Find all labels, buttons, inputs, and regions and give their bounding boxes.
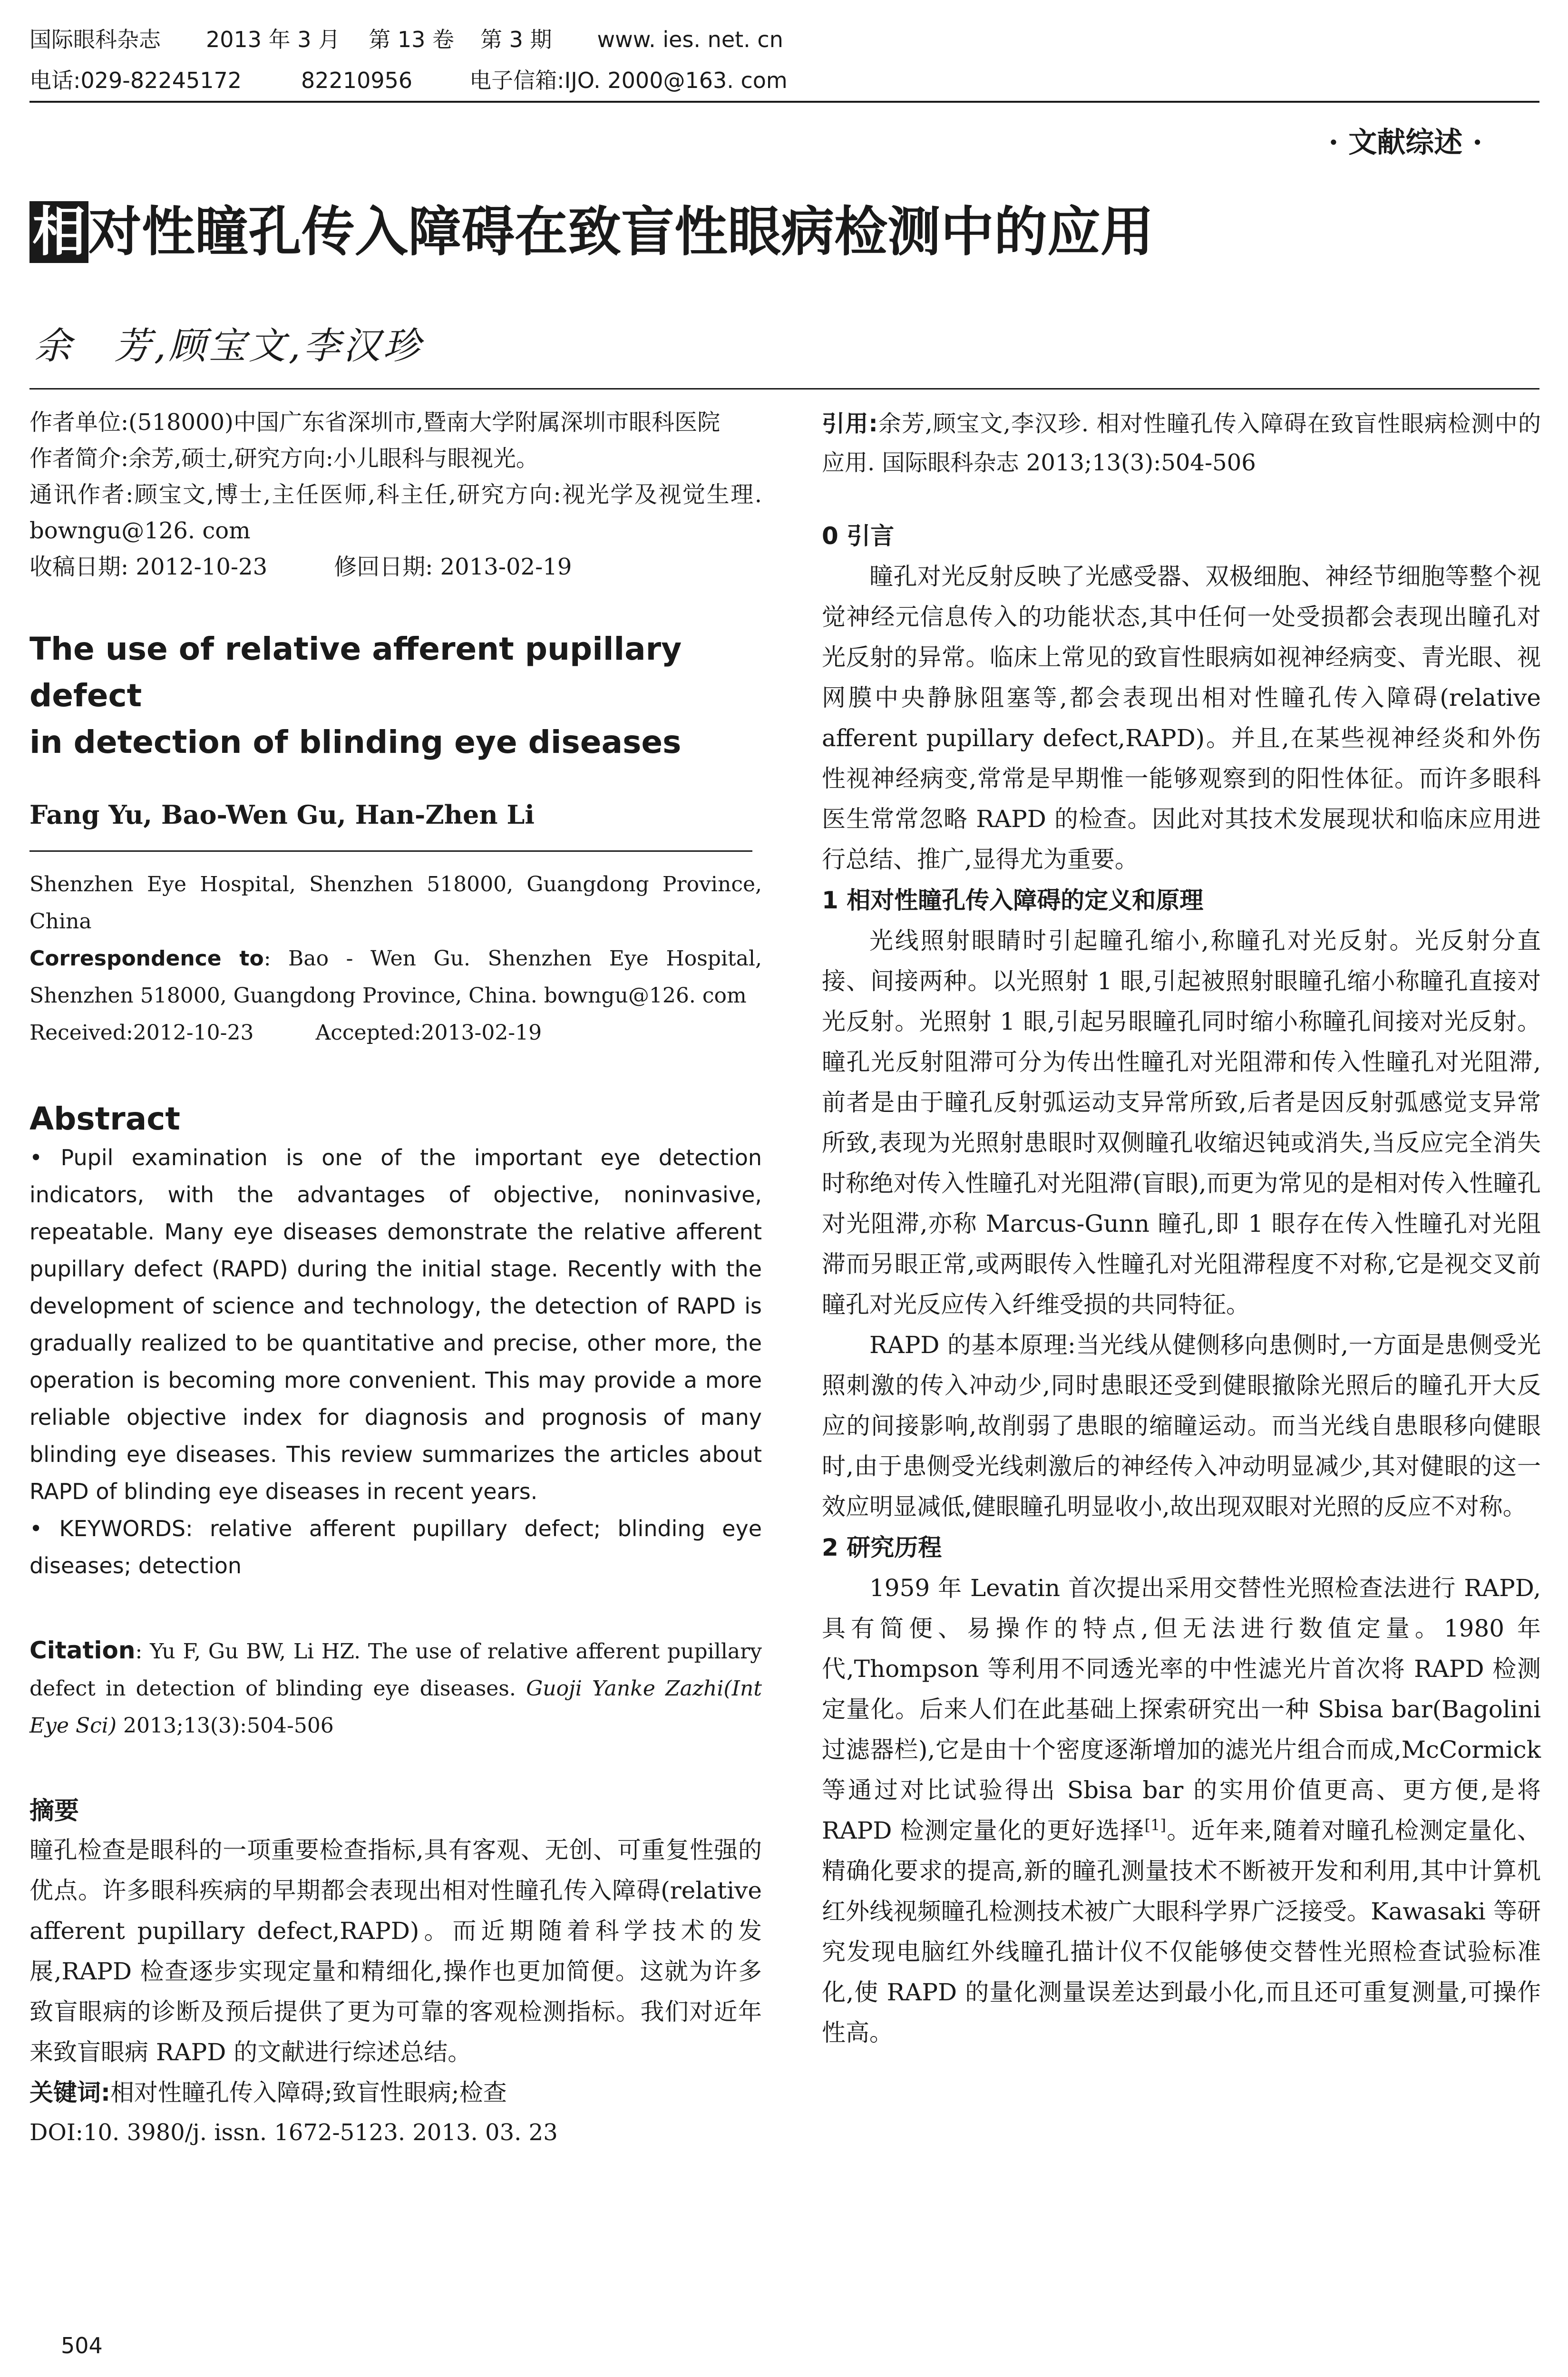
english-title-line2: in detection of blinding eye diseases [29,724,682,760]
issue-date: 2013 年 3 月 [206,27,341,52]
email: 电子信箱:IJO. 2000@163. com [469,68,788,93]
correspondence-text: : Bao - Wen Gu. Shenzhen Eye Hospital, Shenzhen 518000, Guangdong Province, China. bowngu@126. com [29,946,762,1008]
citation-label: Citation [29,1637,136,1664]
author-unit: 作者单位:(518000)中国广东省深圳市,暨南大学附属深圳市眼科医院 [29,409,721,436]
dates-cn [29,549,762,585]
abstract-cn-heading: 摘要 [29,1797,79,1825]
english-affiliation-block [29,866,762,1052]
revised-date-cn: 修回日期: 2013-02-19 [334,554,572,580]
header-rule [29,101,1539,103]
correspondence [29,940,762,1014]
citing-block [822,404,1541,482]
citation-tail: 2013;13(3):504-506 [123,1714,334,1738]
citing-text: 余芳,顾宝文,李汉珍. 相对性瞳孔传入障碍在致盲性眼病检测中的应用. 国际眼科杂志 2013;13(3):504-506 [822,410,1541,476]
correspondence-label: Correspondence to [29,946,264,971]
section-2-text-b: 。近年来,随着对瞳孔检测定量化、精确化要求的提高,新的瞳孔测量技术不断被开发和利用,其中计算机红外线视频瞳孔检测技术被广大眼科学界广泛接受。Kawasaki 等研究发现电脑红外线瞳孔描计仪不仅能够使交替性光照检查试验标准化,使 RAPD 的量化测量误差达到最小化,而且还可重复测量,可操作性高。 [822,1817,1541,2046]
english-title [29,626,762,766]
author-bio: 作者简介:余芳,硕士,研究方向:小儿眼科与眼视光。 [29,445,539,472]
dates-en [29,1014,762,1052]
citation [29,1632,762,1744]
authors-cn: 余 芳,顾宝文,李汉珍 [34,325,423,368]
citation-text: : Yu F, Gu BW, Li HZ. The use of relative afferent pupillary defect in detection of blinding eye diseases. [29,1639,762,1701]
page-number: 504 [61,2333,103,2358]
section-1-heading: 1 相对性瞳孔传入障碍的定义和原理 [822,887,1204,914]
citing-label: 引用: [822,410,878,437]
keywords-cn [29,2073,762,2113]
journal-name: 国际眼科杂志 [29,27,161,52]
english-authors-rule [29,850,752,852]
english-title-line1: The use of relative afferent pupillary defect [29,631,682,714]
section-2-heading: 2 研究历程 [822,1534,942,1561]
keywords-cn-label: 关键词: [29,2079,110,2106]
section-2-text-a: 1959 年 Levatin 首次提出采用交替性光照检查法进行 RAPD,具有简便、易操作的特点,但无法进行数值定量。1980 年代,Thompson 等利用不同透光率的中性滤光片首次将 RAPD 检测定量化。后来人们在此基础上探索研究出一种 Sbisa bar(Bagolini 过滤器栏),它是由十个密度逐渐增加的滤光片组合而成,McCormick 等通过对比试验得出 Sbisa bar 的实用价值更高、更方便,是将 RAPD 检测定量化的更好选择 [822,1574,1541,1844]
phone: 电话:029-82245172 [29,68,242,93]
corresponding-author: 通讯作者:顾宝文,博士,主任医师,科主任,研究方向:视光学及视觉生理. bowngu@126. com [29,481,762,544]
section-0-heading: 0 引言 [822,522,895,550]
citation-journal: Guoji Yanke Zazhi(Int Eye Sci) [29,1676,762,1738]
volume: 第 13 卷 [369,27,454,52]
article-title [29,201,1154,263]
keywords-cn-text: 相对性瞳孔传入障碍;致盲性眼病;检查 [110,2079,507,2106]
abstract-cn-text: 瞳孔检查是眼科的一项重要检查指标,具有客观、无创、可重复性强的优点。许多眼科疾病的早期都会表现出相对性瞳孔传入障碍(relative afferent pupillary defect,RAPD)。而近期随着科学技术的发展,RAPD 检查逐步实现定量和精细化,操作也更加简便。这就为许多致盲眼病的诊断及预后提供了更为可靠的客观检测指标。我们对近年来致盲眼病 RAPD 的文献进行综述总结。 [29,1836,762,2066]
affiliation-block [29,404,762,585]
running-header-line1 [29,29,828,50]
left-column [29,404,762,2152]
category-label: · 文献综述 · [1328,126,1482,159]
accepted-date-en: Accepted:2013-02-19 [315,1021,542,1045]
title-rest: 对性瞳孔传入障碍在致盲性眼病检测中的应用 [88,201,1154,263]
website: www. ies. net. cn [597,27,783,52]
doi: DOI:10. 3980/j. issn. 1672-5123. 2013. 03. 23 [29,2119,558,2146]
keywords-en: • KEYWORDS: relative afferent pupillary defect; blinding eye diseases; detection [29,1516,762,1578]
section-1-paragraph-1: 光线照射眼睛时引起瞳孔缩小,称瞳孔对光反射。光反射分直接、间接两种。以光照射 1 眼,引起被照射眼瞳孔缩小称瞳孔直接对光反射。光照射 1 眼,引起另眼瞳孔同时缩小称瞳孔间接对光反射。瞳孔光反射阻滞可分为传出性瞳孔对光阻滞和传入性瞳孔对光阻滞,前者是由于瞳孔反射弧运动支异常所致,后者是因反射弧感觉支异常所致,表现为光照射患眼时双侧瞳孔收缩迟钝或消失,当反应完全消失时称绝对传入性瞳孔对光阻滞(盲眼),而更为常见的是相对传入性瞳孔对光阻滞,亦称 Marcus-Gunn 瞳孔,即 1 眼存在传入性瞳孔对光阻滞而另眼正常,或两眼传入性瞳孔对光阻滞程度不对称,它是视交叉前瞳孔对光反应传入纤维受损的共同特征。 [822,927,1541,1318]
issue: 第 3 期 [480,27,552,52]
section-0-paragraph: 瞳孔对光反射反映了光感受器、双极细胞、神经节细胞等整个视觉神经元信息传入的功能状态,其中任何一处受损都会表现出瞳孔对光反射的异常。临床上常见的致盲性眼病如视神经病变、青光眼、视网膜中央静脉阻塞等,都会表现出相对性瞳孔传入障碍(relative afferent pupillary defect,RAPD)。并且,在某些视神经炎和外伤性视神经病变,常常是早期惟一能够观察到的阳性体征。而许多眼科医生常常忽略 RAPD 的检查。因此对其技术发展现状和临床应用进行总结、推广,显得尤为重要。 [822,563,1541,873]
phone2: 82210956 [301,68,413,93]
running-header-line2 [29,69,833,91]
title-rule [29,388,1539,390]
english-affiliation: Shenzhen Eye Hospital, Shenzhen 518000, Guangdong Province, China [29,872,762,934]
right-column [822,404,1541,2053]
english-authors: Fang Yu, Bao-Wen Gu, Han-Zhen Li [29,799,535,830]
reference-1[interactable]: [1] [1144,1816,1166,1834]
received-date-en: Received:2012-10-23 [29,1021,254,1045]
abstract-heading: Abstract [29,1101,180,1137]
title-initial-block: 相 [29,201,88,263]
abstract-text: • Pupil examination is one of the important eye detection indicators, with the advantages of objective, noninvasive, repeatable. Many eye diseases demonstrate the relative afferent pupillary defect (RAPD) during the initial stage. Recently with the development of science and technology, the detection of RAPD is gradually realized to be quantitative and precise, other more, the operation is becoming more convenient. This may provide a more reliable objective index for diagnosis and prognosis of many blinding eye diseases. This review summarizes the articles about RAPD of blinding eye diseases in recent years. [29,1145,762,1504]
received-date-cn: 收稿日期: 2012-10-23 [29,554,268,580]
section-1-paragraph-2: RAPD 的基本原理:当光线从健侧移向患侧时,一方面是患侧受光照刺激的传入冲动少,同时患眼还受到健眼撤除光照后的瞳孔开大反应的间接影响,故削弱了患眼的缩瞳运动。而当光线自患眼移向健眼时,由于患侧受光线刺激后的神经传入冲动明显减少,其对健眼的这一效应明显减低,健眼瞳孔明显收小,故出现双眼对光照的反应不对称。 [822,1331,1541,1520]
section-2-paragraph-1 [822,1568,1541,2053]
